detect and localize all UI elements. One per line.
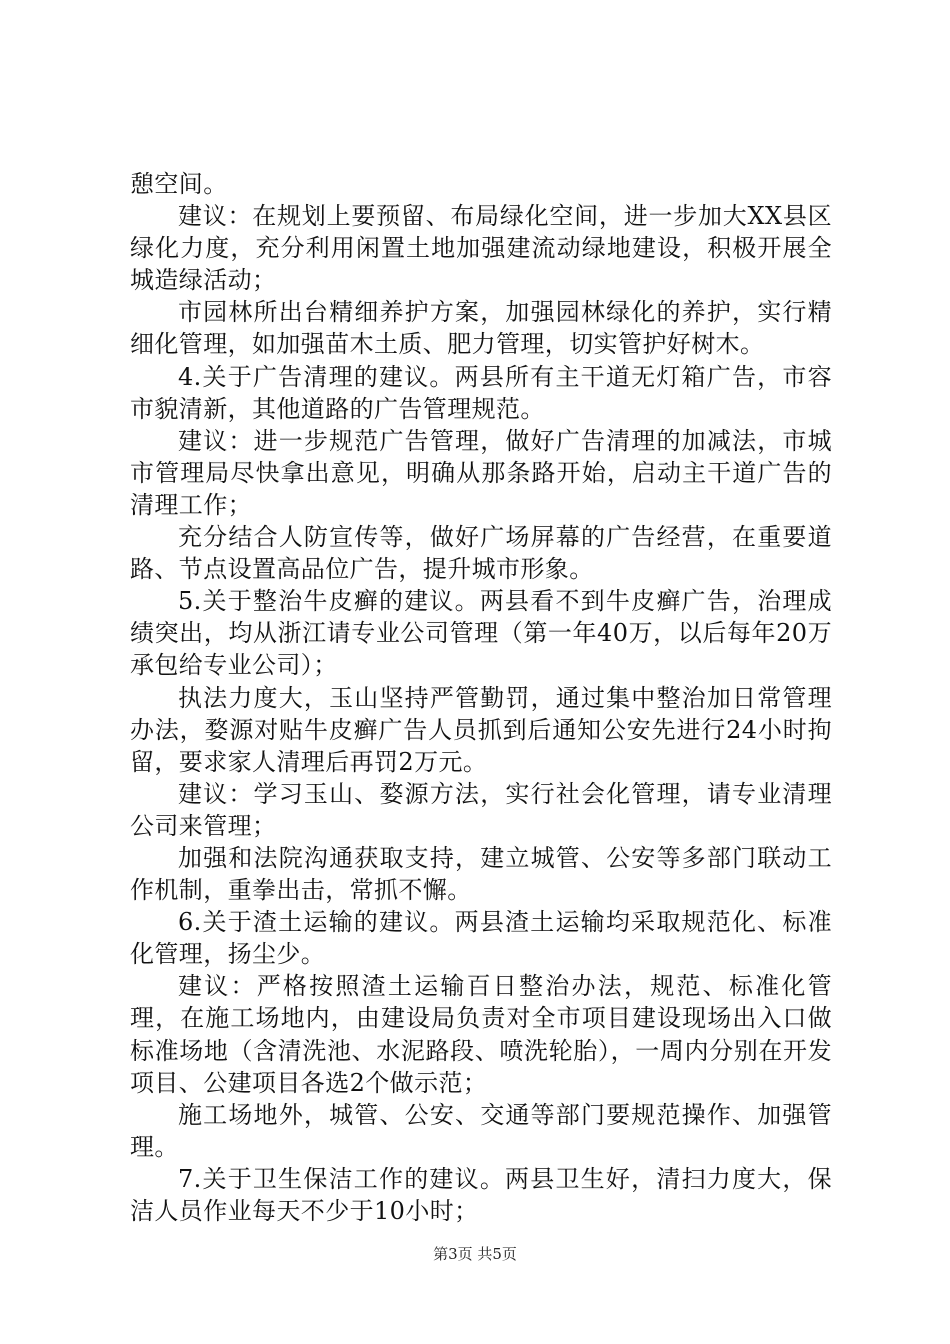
document-body — [130, 168, 832, 1227]
paragraph-1: 憩空间。 — [130, 170, 228, 198]
paragraph-3: 市园林所出台精细养护方案，加强园林绿化的养护，实行精细化管理，如加强苗木土质、肥力管理，切实管护好树木。 — [130, 298, 832, 359]
paragraph-6: 充分结合人防宣传等，做好广场屏幕的广告经营，在重要道路、节点设置高品位广告，提升城市形象。 — [130, 523, 832, 584]
paragraph-13: 施工场地外，城管、公安、交通等部门要规范操作、加强管理。 — [130, 1100, 832, 1161]
paragraph-12: 建议：严格按照渣土运输百日整治办法，规范、标准化管理，在施工场地内，由建设局负责对全市项目建设现场出入口做标准场地（含清洗池、水泥路段、喷洗轮胎），一周内分别在开发项目、公建项目各选2个做示范； — [130, 972, 832, 1097]
page-footer: 第3页 共5页 — [433, 1245, 517, 1263]
paragraph-10: 加强和法院沟通获取支持，建立城管、公安等多部门联动工作机制，重拳出击，常抓不懈。 — [130, 843, 832, 905]
paragraph-5: 建议：进一步规范广告管理，做好广告清理的加减法，市城市管理局尽快拿出意见，明确从那条路开始，启动主干道广告的清理工作； — [130, 426, 832, 519]
paragraph-8: 执法力度大，玉山坚持严管勤罚，通过集中整治加日常管理办法，婺源对贴牛皮癣广告人员抓到后通知公安先进行24小时拘留，要求家人清理后再罚2万元。 — [130, 683, 832, 776]
paragraph-2: 建议：在规划上要预留、布局绿化空间，进一步加大XX县区绿化力度，充分利用闲置土地加强建流动绿地建设，积极开展全城造绿活动； — [130, 202, 832, 295]
paragraph-9: 建议：学习玉山、婺源方法，实行社会化管理，请专业清理公司来管理； — [130, 779, 832, 840]
paragraph-4: 4.关于广告清理的建议。两县所有主干道无灯箱广告，市容市貌清新，其他道路的广告管理规范。 — [130, 362, 832, 423]
paragraph-7: 5.关于整治牛皮癣的建议。两县看不到牛皮癣广告，治理成绩突出，均从浙江请专业公司管理（第一年40万，以后每年20万承包给专业公司）； — [130, 587, 832, 680]
paragraph-11: 6.关于渣土运输的建议。两县渣土运输均采取规范化、标准化管理，扬尘少。 — [130, 908, 832, 969]
paragraph-14: 7.关于卫生保洁工作的建议。两县卫生好，清扫力度大，保洁人员作业每天不少于10小时； — [130, 1164, 832, 1225]
